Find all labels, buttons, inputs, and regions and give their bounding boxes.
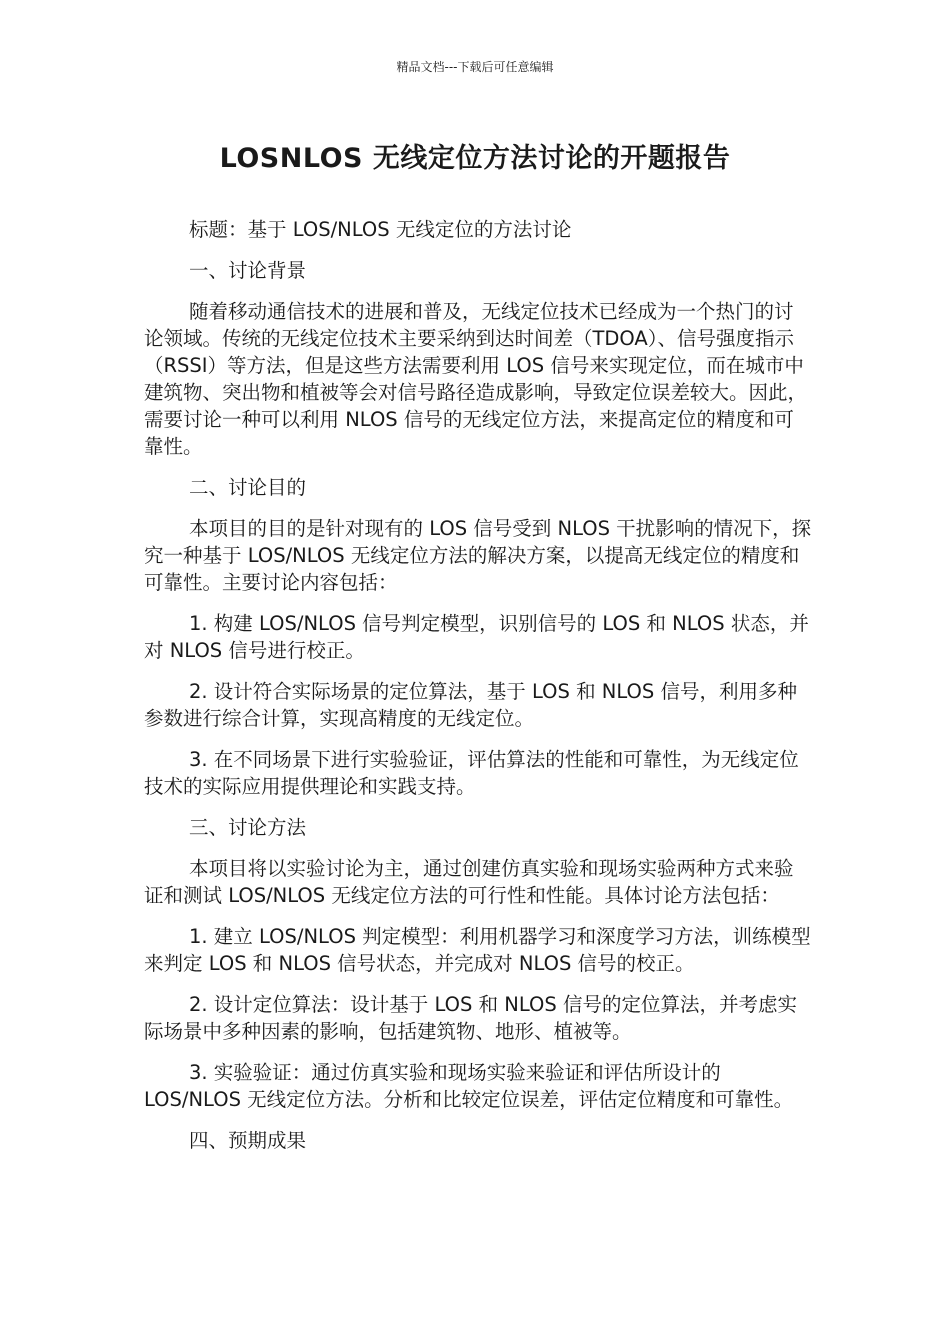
method-paragraph: 本项目将以实验讨论为主，通过创建仿真实验和现场实验两种方式来验证和测试 LOS/NLOS 无线定位方法的可行性和性能。具体讨论方法包括： — [144, 857, 794, 907]
header-note: 精品文档---下载后可任意编辑 — [396, 60, 554, 74]
method-item-1: 1. 建立 LOS/NLOS 判定模型：利用机器学习和深度学习方法，训练模型来判定 LOS 和 NLOS 信号状态，并完成对 NLOS 信号的校正。 — [144, 925, 811, 975]
purpose-item-3: 3. 在不同场景下进行实验验证，评估算法的性能和可靠性，为无线定位技术的实际应用提供理论和实践支持。 — [144, 748, 799, 798]
section-heading-method: 三、讨论方法 — [189, 816, 307, 839]
purpose-item-2: 2. 设计符合实际场景的定位算法，基于 LOS 和 NLOS 信号，利用多种参数进行综合计算，实现高精度的无线定位。 — [144, 680, 797, 730]
document-body — [144, 216, 812, 1168]
section-heading-background: 一、讨论背景 — [189, 259, 307, 282]
purpose-paragraph: 本项目的目的是针对现有的 LOS 信号受到 NLOS 干扰影响的情况下，探究一种基于 LOS/NLOS 无线定位方法的解决方案，以提高无线定位的精度和可靠性。主要讨论内容包括： — [144, 517, 812, 594]
document-title: LOSNLOS 无线定位方法讨论的开题报告 — [219, 143, 731, 174]
section-heading-purpose: 二、讨论目的 — [189, 476, 307, 499]
method-item-2: 2. 设计定位算法：设计基于 LOS 和 NLOS 信号的定位算法，并考虑实际场景中多种因素的影响，包括建筑物、地形、植被等。 — [144, 993, 797, 1043]
method-item-3: 3. 实验验证：通过仿真实验和现场实验来验证和评估所设计的 LOS/NLOS 无线定位方法。分析和比较定位误差，评估定位精度和可靠性。 — [144, 1061, 794, 1111]
purpose-item-1: 1. 构建 LOS/NLOS 信号判定模型，识别信号的 LOS 和 NLOS 状态，并对 NLOS 信号进行校正。 — [144, 612, 809, 662]
subject-line: 标题：基于 LOS/NLOS 无线定位的方法讨论 — [189, 218, 572, 241]
background-paragraph: 随着移动通信技术的进展和普及，无线定位技术已经成为一个热门的讨论领域。传统的无线定位技术主要采纳到达时间差（TDOA）、信号强度指示（RSSI）等方法，但是这些方法需要利用 LOS 信号来实现定位，而在城市中建筑物、突出物和植被等会对信号路径造成影响，导致定位误差较大。因此，需要讨论一种可以利用 NLOS 信号的无线定位方法，来提高定位的精度和可靠性。 — [144, 300, 808, 458]
section-heading-outcomes: 四、预期成果 — [189, 1129, 307, 1152]
